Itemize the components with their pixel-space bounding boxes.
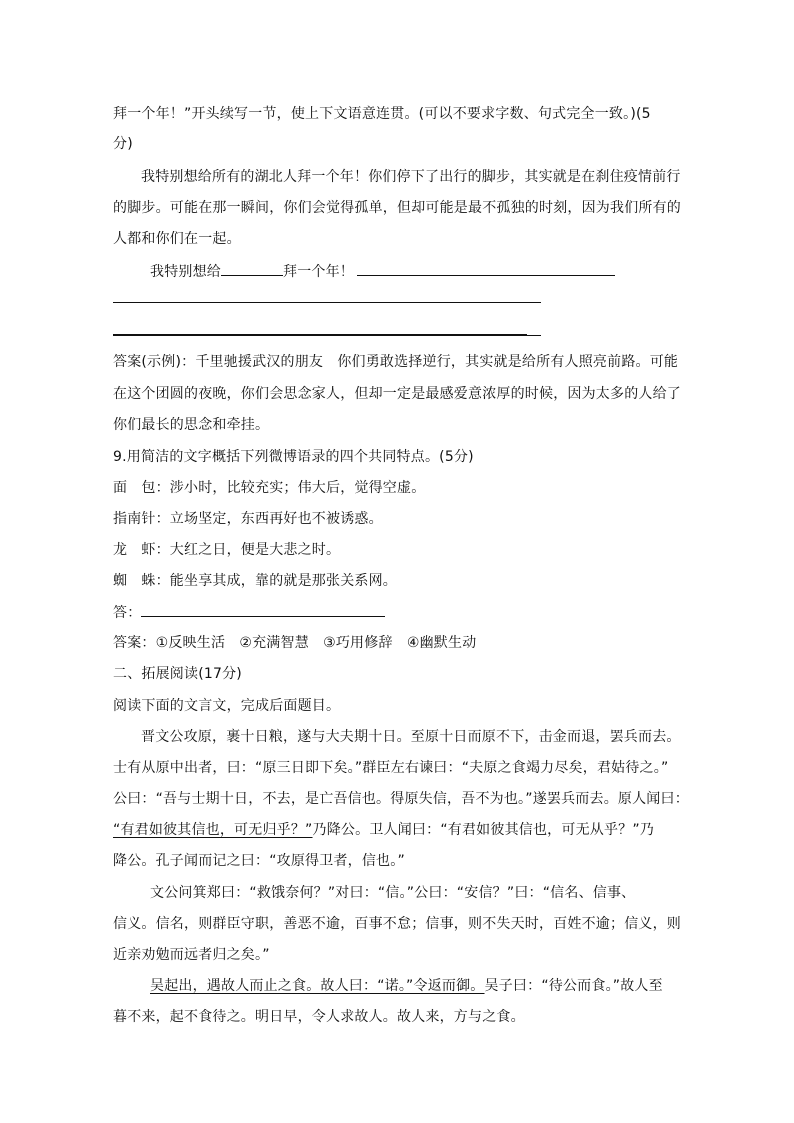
classical-p1-line-4 <box>113 820 654 840</box>
classical-p1-line-2: 士有从原中出者，曰：“原三日即下矣。”群臣左右谏曰：“夫原之食竭力尽矣，君姑待之。” <box>113 760 669 776</box>
q9-item-compass: 指南针：立场坚定，东西再好也不被诱惑。 <box>113 511 383 527</box>
classical-p1-line-1: 晋文公攻原，裹十日粮，遂与大夫期十日。至原十日而原不下，击金而退，罢兵而去。 <box>141 729 681 745</box>
section-2-instruction: 阅读下面的文言文，完成后面题目。 <box>113 698 341 714</box>
instruction-line-2: 分) <box>113 136 133 152</box>
q9-item-spider: 蜘 蛛：能坐享其成，靠的就是那张关系网。 <box>113 573 397 589</box>
fill-middle: 拜一个年！ <box>283 264 354 280</box>
answer8-line-3: 你们最长的思念和牵挂。 <box>113 417 270 433</box>
classical-p1-line-4-rest: 乃降公。卫人闻曰：“有君如彼其信也，可无从乎？”乃 <box>312 822 655 838</box>
answer-blank-line-2[interactable] <box>113 334 527 336</box>
q9-item-bread: 面 包：涉小时，比较充实；伟大后，觉得空虚。 <box>113 480 426 496</box>
section-2-title: 二、拓展阅读(17分) <box>113 666 242 682</box>
passage-line-1: 我特别想给所有的湖北人拜一个年！你们停下了出行的脚步，其实就是在刹住疫情前行 <box>141 169 681 185</box>
q9-answer-label: 答： <box>113 605 142 621</box>
q9-answer-blank[interactable] <box>141 602 385 617</box>
q9-answer-line <box>113 602 385 623</box>
answer-blank-line-1[interactable] <box>113 302 541 303</box>
answer8-line-1: 答案(示例)：千里驰援武汉的朋友 你们勇敢选择逆行，其实就是给所有人照亮前路。可能 <box>113 354 679 370</box>
fill-blank-long[interactable] <box>357 261 615 276</box>
fill-blank-short[interactable] <box>221 261 283 276</box>
question-9-title: 9.用简洁的文字概括下列微博语录的四个共同特点。(5分) <box>113 449 474 465</box>
answer-blank-line-2-tail <box>527 335 541 336</box>
classical-p3-line-1 <box>150 976 663 996</box>
fill-in-line <box>150 261 615 282</box>
q9-answer: 答案：①反映生活 ②充满智慧 ③巧用修辞 ④幽默生动 <box>113 635 477 651</box>
passage-line-3: 人都和你们在一起。 <box>113 231 241 247</box>
classical-p1-line-5: 降公。孔子闻而记之曰：“攻原得卫者，信也。” <box>113 853 405 869</box>
instruction-line-1: 拜一个年！”开头续写一节，使上下文语意连贯。(可以不要求字数、句式完全一致。)(5 <box>113 106 651 122</box>
fill-prefix: 我特别想给 <box>150 264 221 280</box>
classical-p3-line-1-rest: 吴子曰：“待公而食。”故人至 <box>484 978 663 994</box>
passage-line-2: 的脚步。可能在那一瞬间，你们会觉得孤单，但却可能是最不孤独的时刻，因为我们所有的 <box>113 200 681 216</box>
classical-p3-line-2: 暮不来，起不食待之。明日早，令人求故人。故人来，方与之食。 <box>113 1009 525 1025</box>
classical-p2-line-1: 文公问箕郑曰：“救饿奈何？”对曰：“信。”公曰：“安信？”曰：“信名、信事、 <box>150 885 636 901</box>
q9-item-lobster: 龙 虾：大红之日，便是大悲之时。 <box>113 542 341 558</box>
classical-p2-line-2: 信义。信名，则群臣守职，善恶不逾，百事不怠；信事，则不失天时，百姓不逾；信义，则 <box>113 916 681 932</box>
classical-p2-line-3: 近亲劝勉而远者归之矣。” <box>113 947 270 963</box>
answer8-line-2: 在这个团圆的夜晚，你们会思念家人，但却一定是最感爱意浓厚的时候，因为太多的人给了 <box>113 386 681 402</box>
underlined-sentence-2: 吴起出，遇故人而止之食。故人曰：“诺。”令返而御。 <box>150 978 485 994</box>
classical-p1-line-3: 公曰：“吾与士期十日，不去，是亡吾信也。得原失信，吾不为也。”遂罢兵而去。原人闻曰： <box>113 791 689 807</box>
underlined-sentence-1: “有君如彼其信也，可无归乎？” <box>113 822 313 838</box>
